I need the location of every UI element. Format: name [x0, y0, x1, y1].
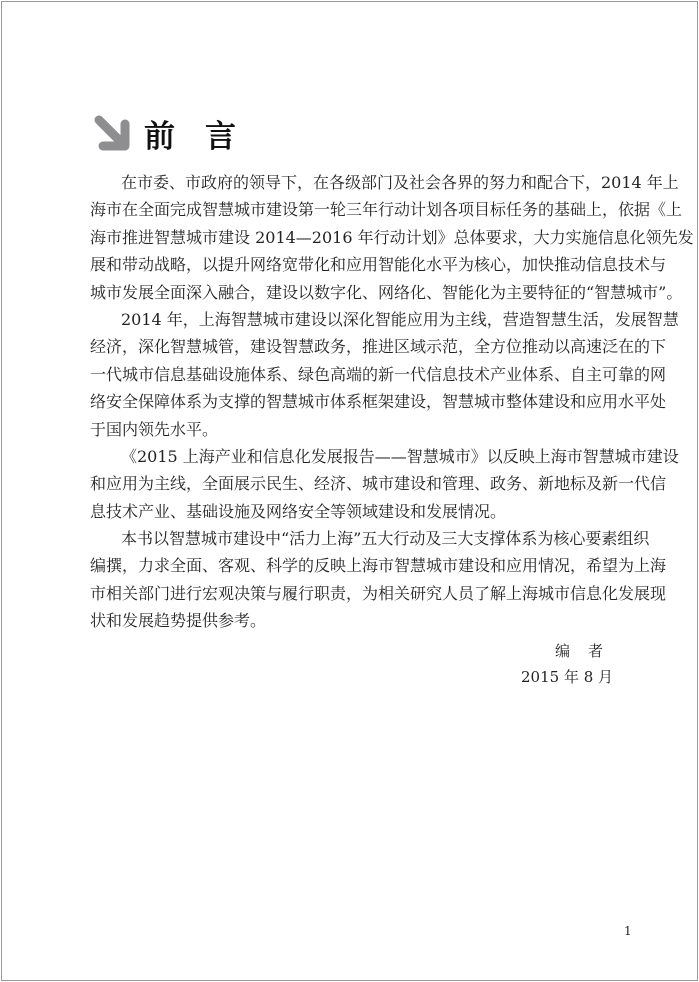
paragraph — [90, 443, 679, 525]
text-line: 2014 年，上海智慧城市建设以深化智能应用为主线，营造智慧生活，发展智慧 — [121, 309, 679, 329]
text-line: 经济，深化智慧城管，建设智慧政务，推进区域示范，全方位推动以高速泛在的下 — [90, 337, 667, 357]
text-line: 状和发展趋势提供参考。 — [90, 611, 267, 631]
text-line: 海市在全面完成智慧城市建设第一轮三年行动计划各项目标任务的基础上，依据《上 — [90, 200, 683, 220]
text-line: 和应用为主线，全面展示民生、经济、城市建设和管理、政务、新地标及新一代信 — [90, 474, 667, 494]
text-line: 市相关部门进行宏观决策与履行职责，为相关研究人员了解上海城市信息化发展现 — [90, 583, 667, 603]
preface-body — [90, 169, 694, 635]
text-line: 展和带动战略，以提升网络宽带化和应用智能化水平为核心，加快推动信息技术与 — [90, 255, 667, 275]
text-line: 城市发展全面深入融合，建设以数字化、网络化、智能化为主要特征的“智慧城市”。 — [90, 282, 683, 302]
text-line: 一代城市信息基础设施体系、绿色高端的新一代信息技术产业体系、自主可靠的网 — [90, 364, 667, 384]
text-line: 络安全保障体系为支撑的智慧城市体系框架建设，智慧城市整体建设和应用水平处 — [90, 392, 667, 412]
text-line: 在市委、市政府的领导下，在各级部门及社会各界的努力和配合下，2014 年上 — [121, 173, 679, 192]
text-line: 于国内领先水平。 — [90, 419, 219, 439]
text-line: 《2015 上海产业和信息化发展报告——智慧城市》以反映上海市智慧城市建设 — [121, 446, 679, 466]
chapter-heading — [92, 110, 266, 156]
text-line: 本书以智慧城市建设中“活力上海”五大行动及三大支撑体系为核心要素组织 — [121, 529, 650, 549]
signature: 编者 — [555, 642, 622, 660]
text-line: 编撰，力求全面、客观、科学的反映上海市智慧城市建设和应用情况，希望为上海 — [90, 556, 667, 576]
page-title: 前言 — [144, 118, 266, 155]
paragraph — [90, 169, 694, 306]
arrow-down-right-icon — [92, 113, 132, 153]
page-number: 1 — [624, 924, 632, 938]
text-line: 海市推进智慧城市建设 2014—2016 年行动计划》总体要求，大力实施信息化领先发 — [90, 227, 694, 247]
paragraph — [90, 306, 679, 443]
date: 2015 年 8 月 — [521, 668, 614, 686]
text-line: 息技术产业、基础设施及网络安全等领域建设和发展情况。 — [90, 501, 507, 521]
paragraph — [90, 525, 667, 635]
